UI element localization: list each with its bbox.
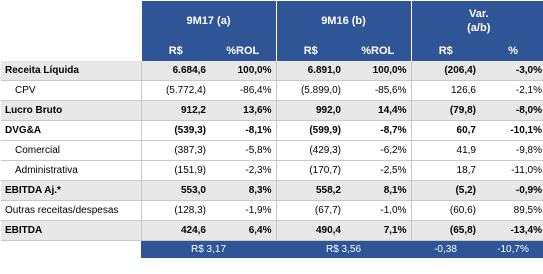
cell-a-rs: 912,2 (141, 101, 210, 121)
cell-b-rol: 7,1% (345, 221, 411, 241)
cell-var-pct: -3,0% (480, 61, 543, 81)
row-label: Administrativa (1, 161, 141, 181)
cell-var-rs: (60,6) (411, 201, 480, 221)
cell-a-rol: -1,9% (210, 201, 276, 221)
cell-b-rs: 490,4 (276, 221, 345, 241)
cell-a-rs: 6.684,6 (141, 61, 210, 81)
cell-a-rs: (5.772,4) (141, 81, 210, 101)
cell-b-rol: -1,0% (345, 201, 411, 221)
footer-blank-cell (1, 241, 141, 259)
cell-b-rol: -6,2% (345, 141, 411, 161)
cell-var-pct: -2,1% (480, 81, 543, 101)
table-row (1, 221, 543, 241)
table-row (1, 181, 543, 201)
cell-var-pct: -9,8% (480, 141, 543, 161)
header-variation-line2: (a/b) (467, 22, 491, 34)
cell-a-rol: -86,4% (210, 81, 276, 101)
cell-var-rs: (5,2) (411, 181, 480, 201)
cell-b-rol: 14,4% (345, 101, 411, 121)
cell-var-pct: -0,9% (480, 181, 543, 201)
header-blank-cell (1, 41, 141, 61)
header-variation-line1: Var. (468, 8, 489, 20)
cell-a-rol: -2,3% (210, 161, 276, 181)
cell-a-rs: (128,3) (141, 201, 210, 221)
row-label: DVG&A (1, 121, 141, 141)
footer-b: R$ 3,56 (276, 241, 411, 259)
cell-a-rs: (151,9) (141, 161, 210, 181)
footer-var-rs: -0,38 (411, 241, 480, 259)
header-variation (411, 1, 543, 41)
cell-b-rs: 558,2 (276, 181, 345, 201)
cell-var-rs: 41,9 (411, 141, 480, 161)
table-row (1, 81, 543, 101)
header-period-b: 9M16 (b) (276, 1, 411, 41)
table-row (1, 161, 543, 181)
footer-var-pct: -10,7% (480, 241, 543, 259)
header-blank-cell (1, 1, 141, 41)
cell-a-rs: 424,6 (141, 221, 210, 241)
cell-b-rol: 100,0% (345, 61, 411, 81)
cell-a-rol: -5,8% (210, 141, 276, 161)
table-row (1, 201, 543, 221)
cell-b-rs: (599,9) (276, 121, 345, 141)
cell-a-rs: (387,3) (141, 141, 210, 161)
header-row-columns (1, 41, 543, 61)
cell-var-rs: 126,6 (411, 81, 480, 101)
cell-var-pct: 89,5% (480, 201, 543, 221)
footer-a: R$ 3,17 (141, 241, 276, 259)
row-label: Outras receitas/despesas (1, 201, 141, 221)
cell-var-pct: -10,1% (480, 121, 543, 141)
cell-b-rs: (170,7) (276, 161, 345, 181)
cell-b-rol: -85,6% (345, 81, 411, 101)
cell-a-rs: (539,3) (141, 121, 210, 141)
row-label: EBITDA Aj.* (1, 181, 141, 201)
cell-var-rs: 60,7 (411, 121, 480, 141)
cell-b-rs: (67,7) (276, 201, 345, 221)
cell-var-pct: -8,0% (480, 101, 543, 121)
cell-a-rs: 553,0 (141, 181, 210, 201)
income-statement-table (1, 1, 543, 258)
cell-a-rol: 6,4% (210, 221, 276, 241)
row-label: Comercial (1, 141, 141, 161)
cell-b-rol: -2,5% (345, 161, 411, 181)
cell-a-rol: -8,1% (210, 121, 276, 141)
cell-a-rol: 100,0% (210, 61, 276, 81)
cell-b-rs: 992,0 (276, 101, 345, 121)
row-label: EBITDA (1, 221, 141, 241)
cell-a-rol: 8,3% (210, 181, 276, 201)
table-row (1, 121, 543, 141)
col-header-a-rs: R$ (141, 41, 210, 61)
row-label: Receita Líquida (1, 61, 141, 81)
cell-var-rs: (65,8) (411, 221, 480, 241)
cell-b-rol: -8,7% (345, 121, 411, 141)
cell-b-rs: (429,3) (276, 141, 345, 161)
table-row (1, 141, 543, 161)
row-label: CPV (1, 81, 141, 101)
cell-a-rol: 13,6% (210, 101, 276, 121)
col-header-b-rs: R$ (276, 41, 345, 61)
cell-var-rs: 18,7 (411, 161, 480, 181)
col-header-a-rol: %ROL (210, 41, 276, 61)
cell-var-rs: (79,8) (411, 101, 480, 121)
row-label: Lucro Bruto (1, 101, 141, 121)
col-header-var-pct: % (480, 41, 543, 61)
table-row (1, 101, 543, 121)
header-period-a: 9M17 (a) (141, 1, 276, 41)
cell-b-rs: 6.891,0 (276, 61, 345, 81)
table-row (1, 61, 543, 81)
cell-b-rol: 8,1% (345, 181, 411, 201)
cell-b-rs: (5.899,0) (276, 81, 345, 101)
col-header-b-rol: %ROL (345, 41, 411, 61)
cell-var-pct: -13,4% (480, 221, 543, 241)
header-row-periods (1, 1, 543, 41)
cell-var-pct: -11,0% (480, 161, 543, 181)
footer-row (1, 241, 543, 259)
cell-var-rs: (206,4) (411, 61, 480, 81)
col-header-var-rs: R$ (411, 41, 480, 61)
